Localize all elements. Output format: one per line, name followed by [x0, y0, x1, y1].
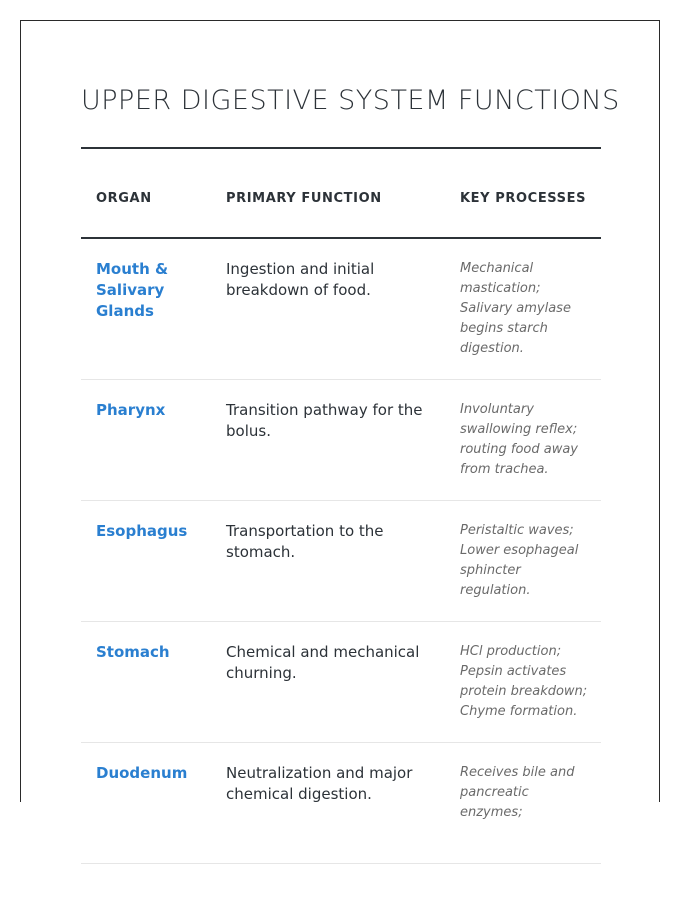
- column-header-organ: ORGAN: [81, 191, 211, 238]
- function-cell: Transition pathway for the bolus.: [211, 380, 445, 501]
- organ-cell: Stomach: [81, 622, 211, 743]
- table-row: [81, 380, 601, 501]
- table-row: [81, 743, 601, 864]
- table-row: [81, 501, 601, 622]
- processes-cell: HCl production; Pepsin activates protein breakdown; Chyme formation.: [445, 622, 601, 743]
- column-header-processes: KEY PROCESSES: [445, 191, 601, 238]
- function-cell: Chemical and mechanical churning.: [211, 622, 445, 743]
- processes-cell: Peristaltic waves; Lower esophageal sphincter regulation.: [445, 501, 601, 622]
- processes-cell: Involuntary swallowing reflex; routing food away from trachea.: [445, 380, 601, 501]
- table-row: [81, 238, 601, 380]
- function-cell: Neutralization and major chemical digestion.: [211, 743, 445, 864]
- function-cell: Transportation to the stomach.: [211, 501, 445, 622]
- table-row: [81, 622, 601, 743]
- page-title: UPPER DIGESTIVE SYSTEM FUNCTIONS: [81, 85, 620, 116]
- title-divider: [81, 147, 601, 149]
- table-header-row: [81, 191, 601, 238]
- functions-table: [81, 191, 601, 864]
- document-card: [20, 20, 660, 820]
- organ-cell: Pharynx: [81, 380, 211, 501]
- organ-cell: Mouth & Salivary Glands: [81, 238, 211, 380]
- function-cell: Ingestion and initial breakdown of food.: [211, 238, 445, 380]
- organ-cell: Esophagus: [81, 501, 211, 622]
- processes-cell: Receives bile and pancreatic enzymes;: [445, 743, 601, 864]
- organ-cell: Duodenum: [81, 743, 211, 864]
- processes-cell: Mechanical mastication; Salivary amylase begins starch digestion.: [445, 238, 601, 380]
- column-header-function: PRIMARY FUNCTION: [211, 191, 445, 238]
